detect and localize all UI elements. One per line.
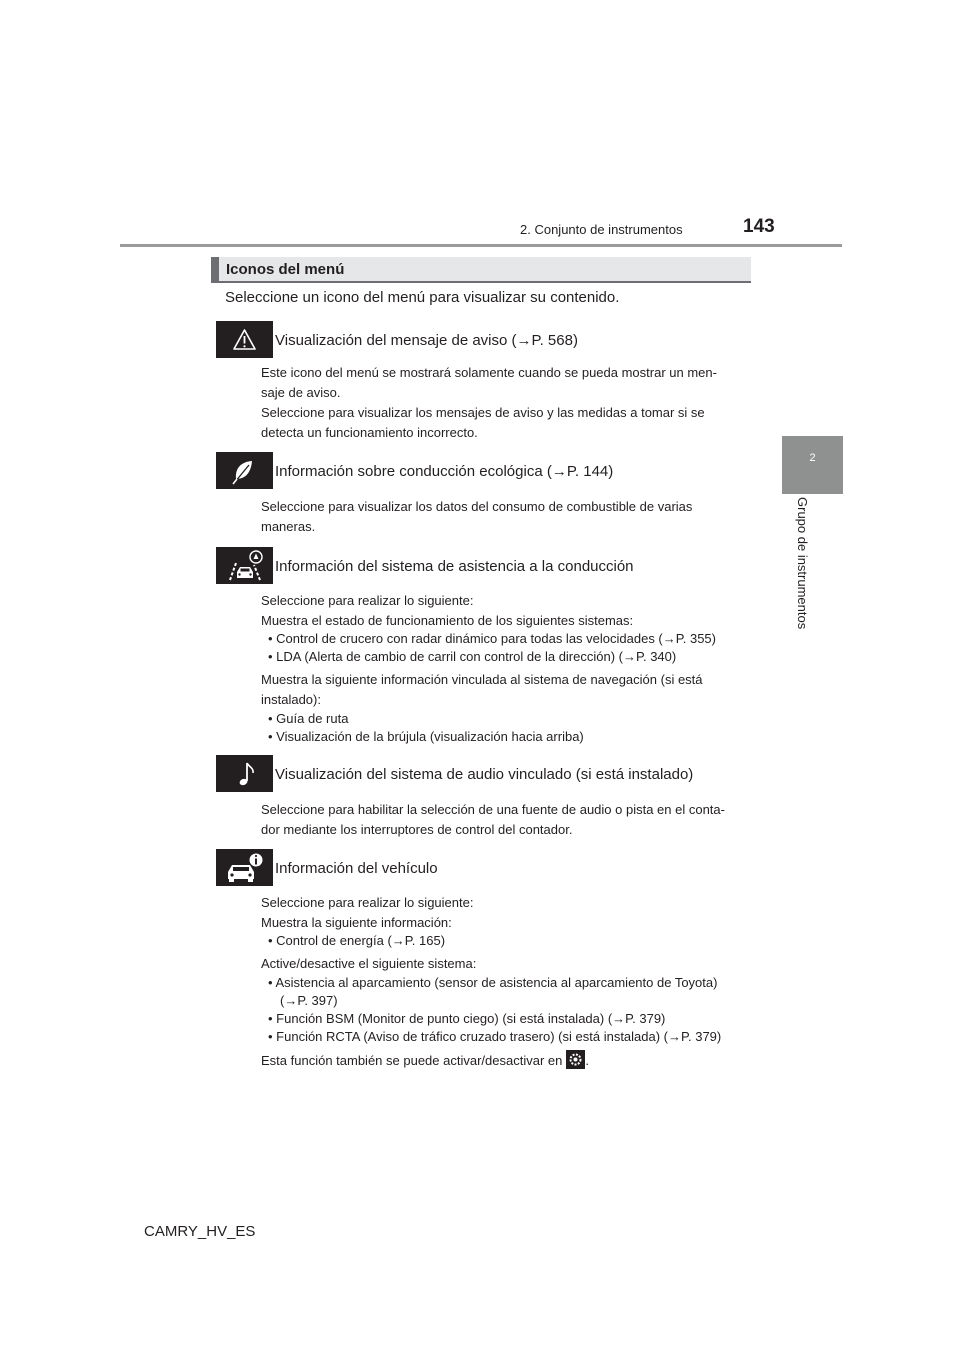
list-item: • Función RCTA (Aviso de tráfico cruzado trasero) (si está instalada) (→P. 379) <box>268 1029 722 1044</box>
warning-triangle-icon <box>216 321 273 358</box>
section-heading-text: Iconos del menú <box>226 261 345 278</box>
section-heading-accent <box>211 257 219 283</box>
item-text-audio-2: dor mediante los interruptores de control del contador. <box>261 822 573 837</box>
item-text-assist-3: Muestra la siguiente información vinculada al sistema de navegación (si está <box>261 672 703 687</box>
driving-assist-icon <box>216 547 273 584</box>
item-text-warning-1: Este icono del menú se mostrará solamente cuando se pueda mostrar un men- <box>261 365 717 380</box>
intro-text: Seleccione un icono del menú para visualizar su contenido. <box>225 289 620 306</box>
item-title-vehicle: Información del vehículo <box>275 860 438 877</box>
chapter-tab <box>782 436 843 494</box>
item-title-driving-assist: Información del sistema de asistencia a la conducción <box>275 558 634 575</box>
page-number: 143 <box>743 216 775 237</box>
item-title-eco: Información sobre conducción ecológica (→P. 144) <box>275 463 614 480</box>
item-text-eco-2: maneras. <box>261 519 316 534</box>
item-text-vehicle-1: Seleccione para realizar lo siguiente: <box>261 895 474 910</box>
item-text-vehicle-3: Active/desactive el siguiente sistema: <box>261 956 477 971</box>
eco-leaf-icon <box>216 452 273 489</box>
section-heading <box>211 257 751 283</box>
list-item: • Asistencia al aparcamiento (sensor de asistencia al aparcamiento de Toyota) <box>268 975 718 990</box>
item-title-audio: Visualización del sistema de audio vinculado (si está instalado) <box>275 766 694 783</box>
item-text-warning-3: Seleccione para visualizar los mensajes de aviso y las medidas a tomar si se <box>261 405 705 420</box>
list-item: • Visualización de la brújula (visualización hacia arriba) <box>268 729 584 744</box>
list-item: • Función BSM (Monitor de punto ciego) (si está instalada) (→P. 379) <box>268 1011 666 1026</box>
closing-period: . <box>585 1053 589 1068</box>
item-text-assist-2: Muestra el estado de funcionamiento de los siguientes sistemas: <box>261 613 634 628</box>
item-text-assist-1: Seleccione para realizar lo siguiente: <box>261 593 474 608</box>
vehicle-info-icon <box>216 849 273 886</box>
header-rule <box>120 244 842 247</box>
item-text-vehicle-2: Muestra la siguiente información: <box>261 915 452 930</box>
list-item-continuation: (→P. 397) <box>280 993 338 1008</box>
chapter-tab-number: 2 <box>809 452 816 464</box>
list-item: • Control de energía (→P. 165) <box>268 933 446 948</box>
item-text-eco-1: Seleccione para visualizar los datos del consumo de combustible de varias <box>261 499 693 514</box>
closing-text: Esta función también se puede activar/desactivar en <box>261 1053 563 1068</box>
item-text-vehicle-closing <box>261 1050 745 1071</box>
item-text-warning-2: saje de aviso. <box>261 385 341 400</box>
list-item: • Control de crucero con radar dinámico para todas las velocidades (→P. 355) <box>268 631 716 646</box>
settings-gear-icon <box>566 1050 585 1069</box>
running-header: 2. Conjunto de instrumentos <box>520 222 683 237</box>
document-code: CAMRY_HV_ES <box>144 1223 256 1240</box>
list-item: • Guía de ruta <box>268 711 349 726</box>
item-title-warning: Visualización del mensaje de aviso (→P. 568) <box>275 332 578 349</box>
item-text-warning-4: detecta un funcionamiento incorrecto. <box>261 425 478 440</box>
item-text-assist-4: instalado): <box>261 692 321 707</box>
music-note-icon <box>216 755 273 792</box>
chapter-tab-label: Grupo de instrumentos <box>795 497 810 630</box>
list-item: • LDA (Alerta de cambio de carril con control de la dirección) (→P. 340) <box>268 649 677 664</box>
item-text-audio-1: Seleccione para habilitar la selección de una fuente de audio o pista en el conta- <box>261 802 725 817</box>
